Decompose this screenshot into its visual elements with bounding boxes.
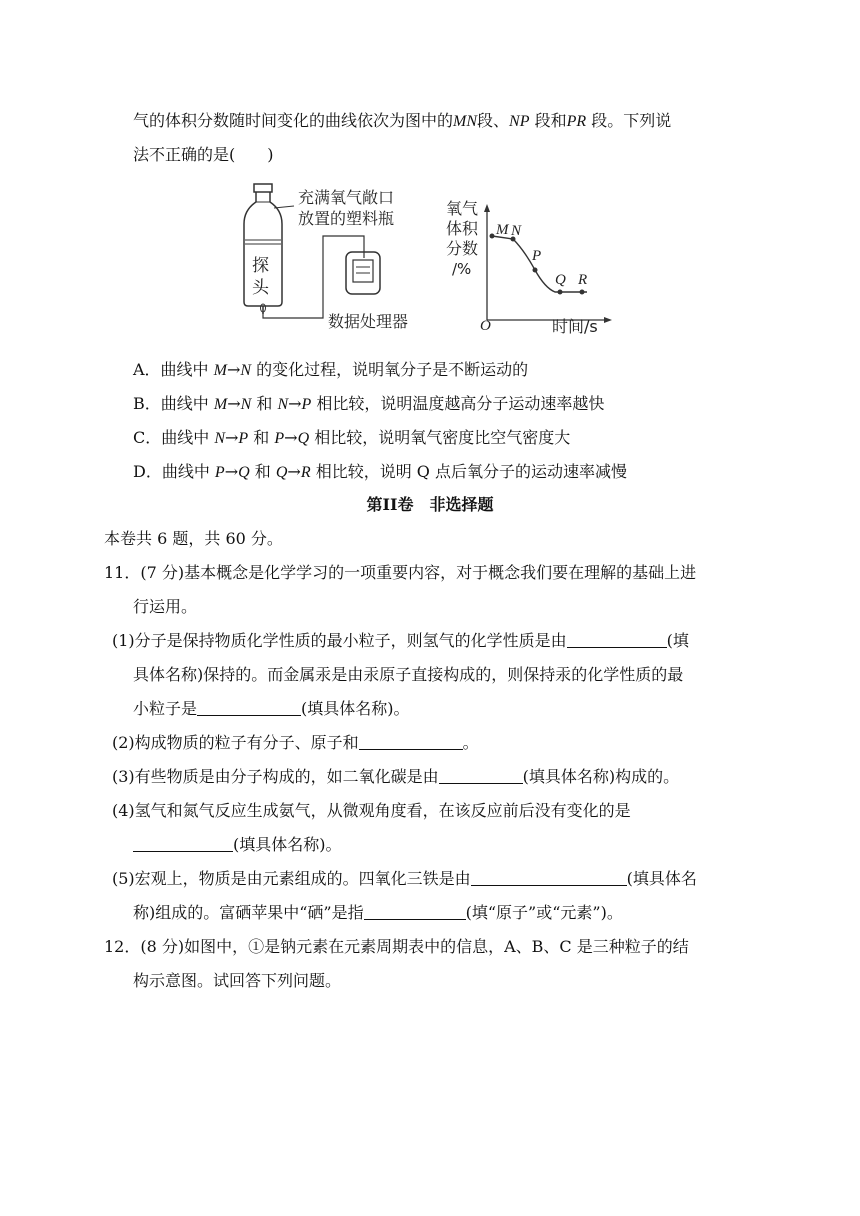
q12-stem-line2: 构示意图。试回答下列问题。	[133, 971, 342, 990]
q12-stem-line1: 12．(8 分)如图中，①是钠元素在元素周期表中的信息，A、B、C 是三种粒子的结	[104, 937, 689, 956]
option-text: B．曲线中	[133, 394, 214, 413]
point-q	[558, 290, 563, 295]
option-text: D．曲线中	[133, 462, 215, 481]
part-text: (填	[666, 631, 689, 650]
option-var: N	[240, 396, 252, 413]
option-d	[133, 461, 627, 484]
q10-stem-line2: 法不正确的是( )	[133, 145, 274, 164]
oxygen-curve-chart	[446, 199, 612, 336]
option-text: 的变化过程，说明氧分子是不断运动的	[251, 360, 529, 379]
processor-label: 数据处理器	[328, 312, 409, 331]
q11-part4-line1: (4)氢气和氮气反应生成氨气，从微观角度看，在该反应前后没有变化的是	[112, 801, 631, 820]
point-m	[490, 234, 495, 239]
option-text: 和	[249, 462, 276, 481]
option-text: 相比较，说明温度越高分子运动速率越快	[311, 394, 605, 413]
option-text: 相比较，说明氧气密度比空气密度大	[309, 428, 571, 447]
arrow: →	[226, 360, 241, 379]
option-b	[133, 393, 604, 416]
part-text: 小粒子是	[133, 699, 198, 718]
stem-text: 段。下列说	[586, 111, 672, 130]
option-text: 和	[248, 428, 275, 447]
point-r	[580, 290, 585, 295]
x-axis-arrow	[604, 317, 612, 323]
section-title: 第II卷 非选择题	[366, 495, 494, 514]
origin-label: O	[480, 318, 491, 334]
q11-part1-line3	[133, 698, 410, 720]
q11-part5-line2	[133, 902, 623, 924]
q11-stem-line2: 行运用。	[133, 597, 198, 616]
section-intro: 本卷共 6 题，共 60 分。	[104, 529, 283, 548]
label-p: P	[532, 248, 542, 264]
probe-label-2: 头	[252, 278, 269, 298]
y-label-4: /%	[452, 260, 472, 278]
answer-blank-6[interactable]	[471, 869, 627, 886]
option-text: C．曲线中	[133, 428, 215, 447]
option-var: P	[214, 464, 225, 481]
stem-text: 段和	[529, 111, 567, 130]
option-text: 相比较，说明 Q 点后氧分子的运动速率减慢	[310, 462, 627, 481]
label-q: Q	[555, 272, 566, 288]
arrow: →	[287, 462, 301, 481]
q10-stem-line1	[133, 110, 671, 133]
option-var: P	[274, 430, 285, 447]
probe-label-1: 探	[252, 256, 269, 276]
stem-text: 段、	[477, 111, 510, 130]
arrow: →	[224, 462, 239, 481]
option-var: Q	[275, 464, 288, 481]
y-label-1: 氧气	[446, 199, 479, 218]
part-text: (填具体名称)构成的。	[522, 767, 680, 786]
part-text: (填具体名称)。	[301, 699, 410, 718]
q11-part3	[112, 766, 679, 788]
x-label: 时间/s	[552, 317, 598, 336]
y-axis-arrow	[484, 204, 490, 212]
part-text: (2)构成物质的粒子有分子、原子和	[112, 733, 359, 752]
answer-blank-3[interactable]	[359, 733, 463, 750]
option-text: A．曲线中	[133, 360, 214, 379]
part-text: (填具体名称)。	[233, 835, 342, 854]
option-a	[133, 359, 528, 382]
label-n: N	[511, 223, 522, 239]
option-var: N	[214, 430, 226, 447]
part-text: (填“原子”或“元素”)。	[465, 903, 623, 922]
oxygen-curve	[492, 236, 587, 292]
part-text: (填具体名	[626, 869, 697, 888]
option-var: M	[213, 396, 228, 413]
q11-part5-line1	[112, 868, 697, 890]
part-text: 称)组成的。富硒苹果中“硒”是指	[133, 903, 364, 922]
label-leader-line	[274, 206, 294, 208]
arrow: →	[225, 428, 239, 447]
option-var: P	[301, 396, 312, 413]
option-c	[133, 427, 570, 450]
part-text: (5)宏观上，物质是由元素组成的。四氧化三铁是由	[112, 869, 471, 888]
arrow: →	[288, 394, 302, 413]
option-var: Q	[297, 430, 310, 447]
answer-blank-5[interactable]	[133, 835, 233, 852]
option-var: N	[277, 396, 289, 413]
q11-stem-line1: 11．(7 分)基本概念是化学学习的一项重要内容，对于概念我们要在理解的基础上进	[104, 563, 697, 582]
part-text: (1)分子是保持物质化学性质的最小粒子，则氢气的化学性质是由	[112, 631, 567, 650]
q11-part1-line2: 具体名称)保持的。而金属汞是由汞原子直接构成的，则保持汞的化学性质的最	[133, 665, 684, 684]
segment-mn: MN	[453, 113, 478, 130]
answer-blank-7[interactable]	[364, 903, 466, 920]
q11-part4-line2	[133, 834, 342, 856]
y-label-3: 分数	[446, 239, 479, 258]
answer-blank-1[interactable]	[567, 631, 667, 648]
bottle-label-2: 放置的塑料瓶	[298, 209, 395, 228]
q11-part2	[112, 732, 479, 754]
option-var: M	[213, 362, 227, 379]
option-text: 和	[251, 394, 278, 413]
answer-blank-2[interactable]	[197, 699, 301, 716]
point-p	[533, 268, 538, 273]
answer-blank-4[interactable]	[439, 767, 523, 784]
label-r: R	[578, 272, 588, 288]
q11-part1-line1	[112, 630, 689, 652]
label-m: M	[496, 222, 509, 238]
arrow: →	[227, 394, 241, 413]
bottle-label-1: 充满氧气敞口	[298, 188, 395, 207]
option-var: R	[300, 464, 311, 481]
option-var: P	[238, 430, 249, 447]
segment-pr: PR	[566, 113, 587, 130]
data-processor-icon	[346, 252, 380, 294]
part-text: 。	[462, 733, 479, 752]
option-var: Q	[238, 464, 250, 481]
option-var: N	[240, 362, 252, 379]
stem-text: 气的体积分数随时间变化的曲线依次为图中的	[133, 111, 454, 130]
q10-figure	[230, 180, 630, 340]
segment-np: NP	[509, 113, 530, 130]
part-text: (3)有些物质是由分子构成的，如二氧化碳是由	[112, 767, 439, 786]
y-label-2: 体积	[446, 219, 479, 238]
arrow: →	[284, 428, 298, 447]
